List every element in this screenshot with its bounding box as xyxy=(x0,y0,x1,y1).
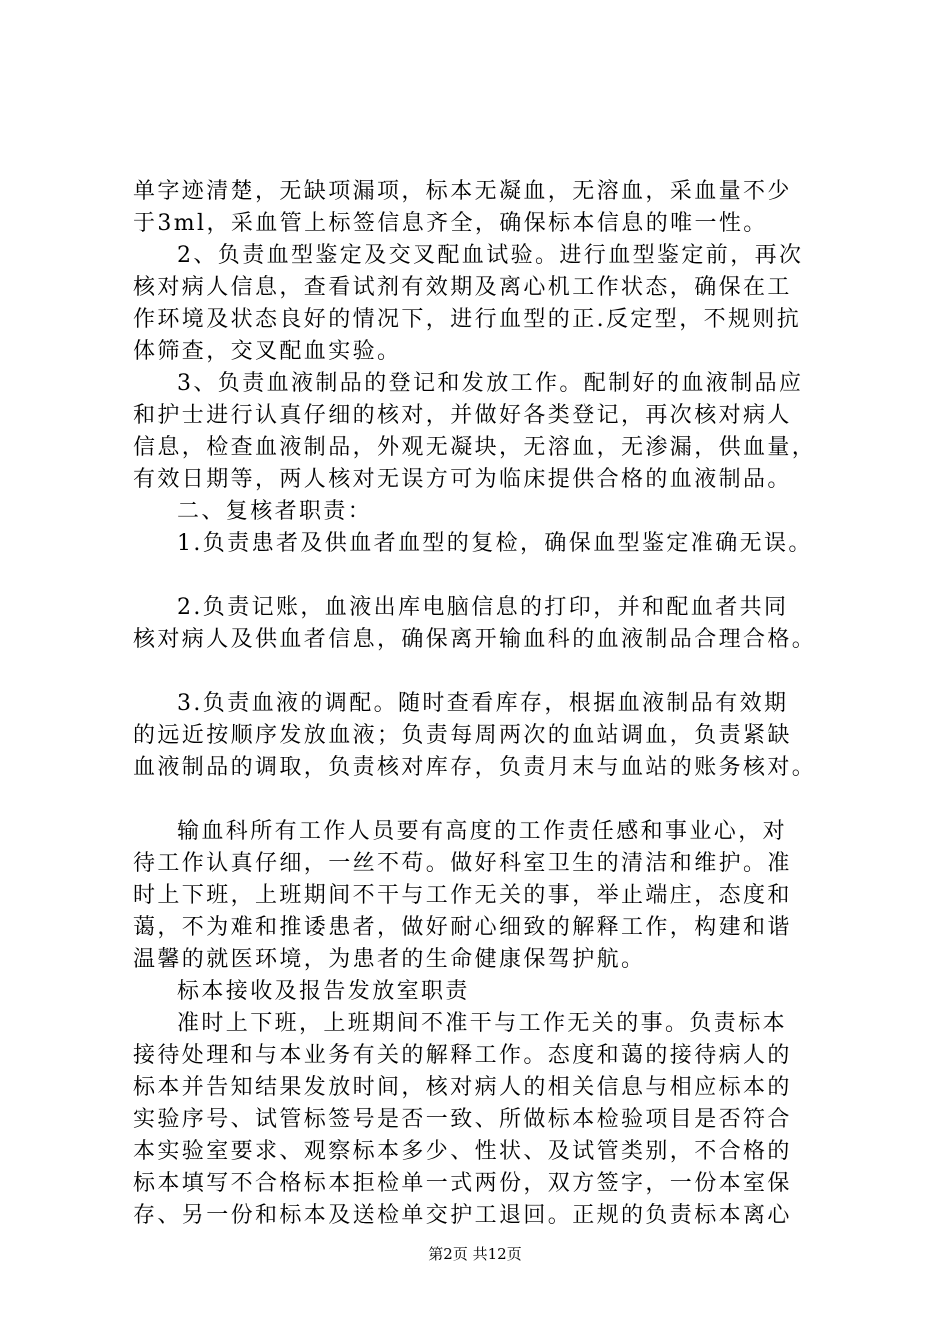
text-line: 的远近按顺序发放血液；负责每周两次的血站调血，负责紧缺 xyxy=(133,723,792,748)
section-heading: 二、复核者职责： xyxy=(177,499,373,524)
text-line: 3、负责血液制品的登记和发放工作。配制好的血液制品应 xyxy=(177,371,804,396)
section-heading: 标本接收及报告发放室职责 xyxy=(177,979,470,1004)
text-line: 2、负责血型鉴定及交叉配血试验。进行血型鉴定前，再次 xyxy=(177,243,804,268)
text-line: 信息，检查血液制品，外观无凝块，无溶血，无渗漏，供血量， xyxy=(133,435,817,460)
text-line: 2.负责记账，血液出库电脑信息的打印，并和配血者共同 xyxy=(177,595,789,620)
page-number-footer: 第2页 共12页 xyxy=(428,1245,522,1263)
text-line: 准时上下班，上班期间不准干与工作无关的事。负责标本 xyxy=(177,1011,788,1036)
text-line: 时上下班，上班期间不干与工作无关的事，举止端庄，态度和 xyxy=(133,883,792,908)
text-line: 蔼，不为难和推诿患者，做好耐心细致的解释工作，构建和谐 xyxy=(133,915,792,940)
text-line: 待工作认真仔细，一丝不苟。做好科室卫生的清洁和维护。准 xyxy=(133,851,792,876)
text-line: 1.负责患者及供血者血型的复检，确保血型鉴定准确无误。 xyxy=(177,531,813,556)
text-line: 标本填写不合格标本拒检单一式两份，双方签字，一份本室保 xyxy=(133,1171,792,1196)
text-line: 血液制品的调取，负责核对库存，负责月末与血站的账务核对。 xyxy=(133,755,817,780)
text-line: 和护士进行认真仔细的核对，并做好各类登记，再次核对病人 xyxy=(133,403,792,428)
text-line: 核对病人及供血者信息，确保离开输血科的血液制品合理合格。 xyxy=(133,627,817,652)
text-line: 本实验室要求、观察标本多少、性状、及试管类别，不合格的 xyxy=(133,1139,792,1164)
text-line: 于3ml，采血管上标签信息齐全，确保标本信息的唯一性。 xyxy=(133,211,768,236)
text-line: 单字迹清楚，无缺项漏项，标本无凝血，无溶血，采血量不少 xyxy=(133,179,792,204)
text-line: 输血科所有工作人员要有高度的工作责任感和事业心，对 xyxy=(177,819,788,844)
text-line: 核对病人信息，查看试剂有效期及离心机工作状态，确保在工 xyxy=(133,275,792,300)
text-line: 有效日期等，两人核对无误方可为临床提供合格的血液制品。 xyxy=(133,467,792,492)
text-line: 温馨的就医环境，为患者的生命健康保驾护航。 xyxy=(133,947,646,972)
text-line: 存、另一份和标本及送检单交护工退回。正规的负责标本离心 xyxy=(133,1203,792,1228)
text-line: 作环境及状态良好的情况下，进行血型的正.反定型，不规则抗 xyxy=(133,307,802,332)
text-line: 接待处理和与本业务有关的解释工作。态度和蔼的接待病人的 xyxy=(133,1043,792,1068)
text-line: 体筛查，交叉配血实验。 xyxy=(133,339,402,364)
text-line: 标本并告知结果发放时间，核对病人的相关信息与相应标本的 xyxy=(133,1075,792,1100)
text-line: 实验序号、试管标签号是否一致、所做标本检验项目是否符合 xyxy=(133,1107,792,1132)
text-line: 3.负责血液的调配。随时查看库存，根据血液制品有效期 xyxy=(177,691,789,716)
